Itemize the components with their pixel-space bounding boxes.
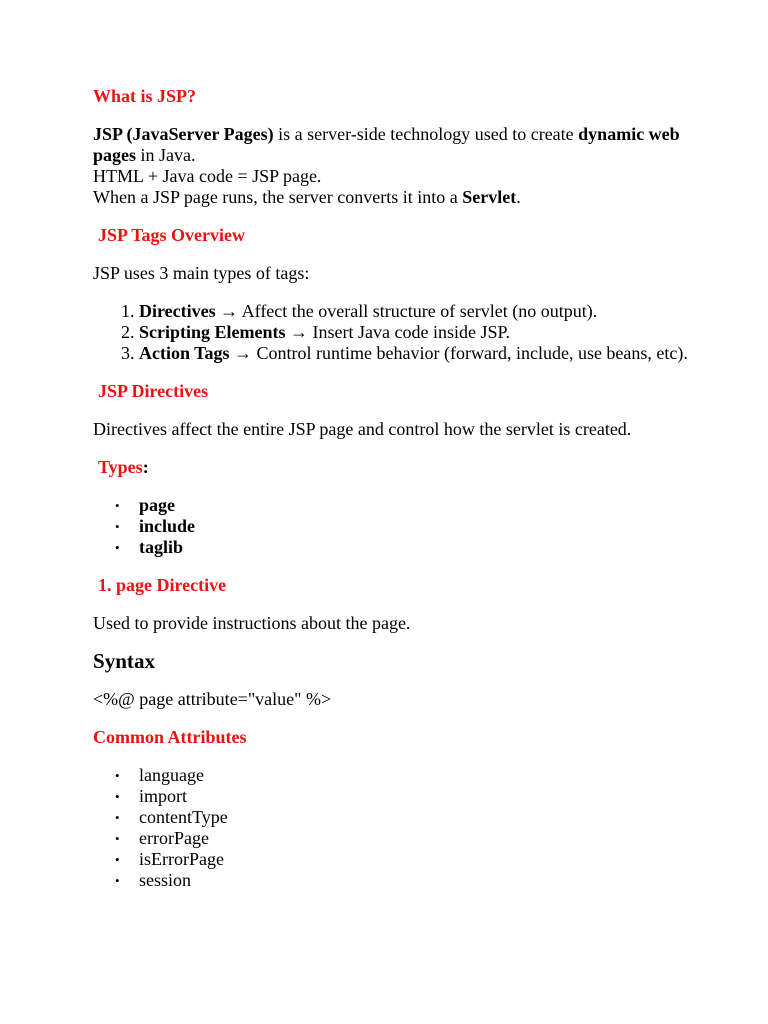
types-colon: : [142,457,149,477]
heading-jsp-directives: JSP Directives [98,381,209,401]
servlet-term: Servlet [462,187,517,207]
heading-tags-overview: JSP Tags Overview [98,225,246,245]
attribute-name: errorPage [139,828,209,848]
heading-what-is-jsp: What is JSP? [93,86,197,106]
list-item [139,322,693,343]
directive-type: include [139,516,196,536]
directive-type: taglib [139,537,184,557]
list-item [139,786,693,807]
list-item-text: → Insert Java code inside JSP. [285,322,510,342]
list-item [139,828,693,849]
directive-types-list [93,495,693,558]
types-label: Types [98,457,143,477]
heading-common-attributes: Common Attributes [93,727,247,747]
attribute-name: import [139,786,187,806]
list-item [139,807,693,828]
document-content [93,86,693,891]
list-item-text: → Control runtime behavior (forward, include, use beans, etc). [229,343,688,363]
list-item [139,343,693,364]
list-item [139,516,693,537]
directive-type: page [139,495,175,515]
jsp-intro-text-end: in Java. [136,145,196,165]
jsp-equation-line: HTML + Java code = JSP page. [93,166,322,186]
attribute-name: session [139,870,192,890]
syntax-code: <%@ page attribute="value" %> [93,689,332,709]
heading-syntax: Syntax [93,649,155,673]
list-item [139,537,693,558]
list-item [139,765,693,786]
jsp-term: JSP (JavaServer Pages) [93,124,274,144]
dynamic-web-pages-term: dynamic web pages [93,124,680,165]
jsp-intro-paragraph [93,124,693,208]
attribute-name: contentType [139,807,228,827]
heading-page-directive: 1. page Directive [98,575,227,595]
list-item [139,849,693,870]
heading-types [93,457,693,478]
servlet-line-end: . [516,187,521,207]
list-item [139,495,693,516]
page-directive-intro: Used to provide instructions about the page. [93,613,411,633]
list-item-text: → Affect the overall structure of servlet (no output). [215,301,598,321]
servlet-line-text: When a JSP page runs, the server converts it into a [93,187,463,207]
directives-intro: Directives affect the entire JSP page and control how the servlet is created. [93,419,632,439]
tag-types-list [93,301,693,364]
list-item-term: Directives [139,301,216,321]
list-item [139,301,693,322]
attributes-list [93,765,693,891]
attribute-name: isErrorPage [139,849,224,869]
attribute-name: language [139,765,204,785]
tags-intro: JSP uses 3 main types of tags: [93,263,310,283]
list-item-term: Scripting Elements [139,322,286,342]
list-item-term: Action Tags [139,343,230,363]
list-item [139,870,693,891]
jsp-intro-text: is a server-side technology used to create [273,124,579,144]
